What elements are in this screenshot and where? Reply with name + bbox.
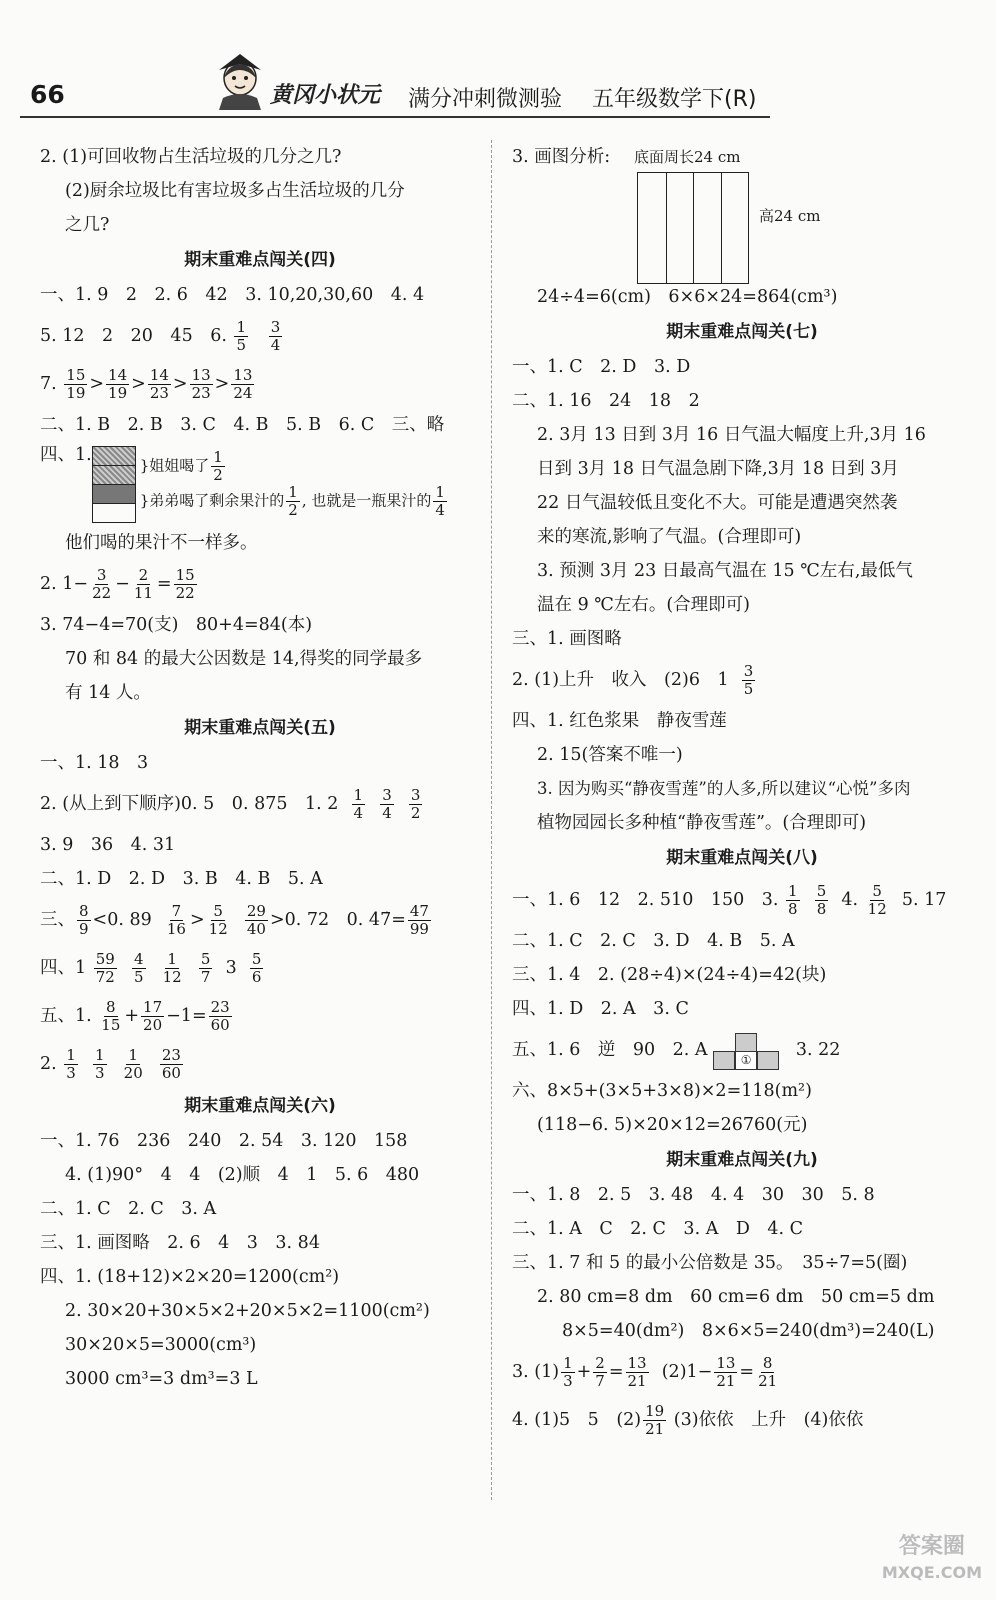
page-number: 66 (30, 80, 65, 109)
juice-figure: 四、1. }姐姐喝了 $\frac{1}{2}$ }弟弟喝了剩余果汁的 $\frac{1}{2}$ , 也就是一瓶果汁的 $\frac{1}{4}$ (40, 442, 480, 526)
s6-line2: 4. (1)90° 4 4 (2)顺 4 1 5. 6 480 (65, 1165, 420, 1185)
unfolded-prism-diagram (637, 172, 749, 284)
s7-line3: 2. 3月 13 日到 3月 16 日气温大幅度上升,3月 16 (537, 425, 926, 445)
s4-line9: 有 14 人。 (65, 683, 151, 703)
s6-line4: 三、1. 画图略 2. 6 4 3 3. 84 (40, 1233, 320, 1253)
s7-line11: 四、1. 红色浆果 静夜雪莲 (512, 711, 727, 731)
section-title-4: 期末重难点闯关(四) (184, 250, 336, 270)
s9-line4: 2. 80 cm=8 dm 60 cm=6 dm 50 cm=5 dm (537, 1287, 935, 1307)
section-title-9: 期末重难点闯关(九) (666, 1150, 818, 1170)
book-title: 五年级数学下(R) (592, 87, 757, 112)
s4-line8: 70 和 84 的最大公因数是 14,得奖的同学最多 (65, 649, 423, 669)
s6-line1: 一、1. 76 236 240 2. 54 3. 120 158 (40, 1131, 408, 1151)
mascot-logo-icon (205, 40, 275, 112)
q2-part1: 2. (1)可回收物占生活垃圾的几分之几? (40, 147, 342, 167)
s7-line2: 二、1. 16 24 18 2 (512, 391, 700, 411)
s6-line7: 30×20×5=3000(cm³) (65, 1335, 257, 1355)
s9-line6: 3. (1) $\frac{1}{3}$ + $\frac{2}{7}$ = $\frac{13}{21}$ (2)1− $\frac{13}{21}$ = $\frac{8}{21}$ (512, 1354, 778, 1390)
s8-line5: 五、1. 6 逆 90 2. A ① 3. 22 (512, 1026, 972, 1074)
cube-net-diagram: ① (713, 1033, 779, 1069)
q3-calc: 24÷4=6(cm) 6×6×24=864(cm³) (537, 287, 838, 307)
s4-line6: 2. 1− $\frac{3}{22}$ − $\frac{2}{11}$ = $\frac{15}{22}$ (40, 566, 195, 602)
s7-line13: 3. 因为购买“静夜雪莲”的人多,所以建议“心悦”多肉 (537, 779, 911, 798)
fraction: $\frac{3}{4}$ (270, 318, 281, 354)
column-divider (491, 140, 492, 1500)
s7-line10: 2. (1)上升 收入 (2)6 1 $\frac{3}{5}$ (512, 662, 754, 698)
s8-line2: 二、1. C 2. C 3. D 4. B 5. A (512, 931, 795, 951)
s5-line3: 3. 9 36 4. 31 (40, 835, 176, 855)
fraction: $\frac{1}{5}$ (236, 318, 247, 354)
s8-line4: 四、1. D 2. A 3. C (512, 999, 689, 1019)
s6-line6: 2. 30×20+30×5×2+20×5×2=1100(cm²) (65, 1301, 430, 1321)
height-label: 高24 cm (759, 207, 821, 225)
header-rule (20, 116, 770, 118)
s9-line2: 二、1. A C 2. C 3. A D 4. C (512, 1219, 804, 1239)
s5-line8: 2. $\frac{1}{3}$ $\frac{1}{3}$ $\frac{1}{20}$ $\frac{23}{60}$ (40, 1046, 181, 1082)
section-title-5: 期末重难点闯关(五) (184, 718, 336, 738)
s8-line6: 六、8×5+(3×5+3×8)×2=118(m²) (512, 1081, 812, 1101)
s7-line5: 22 日气温较低且变化不大。可能是遭遇突然袭 (537, 493, 898, 513)
left-column (40, 140, 480, 1396)
right-column (512, 140, 972, 1444)
s7-line14: 植物园园长多种植“静夜雪莲”。(合理即可) (537, 813, 867, 833)
juice-bottle-diagram (92, 446, 136, 523)
s7-line6: 来的寒流,影响了气温。(合理即可) (537, 527, 802, 547)
s9-line1: 一、1. 8 2. 5 3. 48 4. 4 30 30 5. 8 (512, 1185, 875, 1205)
s9-line7: 4. (1)5 5 (2) $\frac{19}{21}$ (3)依依 上升 (4)依依 (512, 1402, 864, 1438)
s6-line3: 二、1. C 2. C 3. A (40, 1199, 217, 1219)
s5-line1: 一、1. 18 3 (40, 753, 149, 773)
s7-line9: 三、1. 画图略 (512, 629, 622, 649)
section-title-8: 期末重难点闯关(八) (666, 848, 818, 868)
s7-line7: 3. 预测 3月 23 日最高气温在 15 ℃左右,最低气 (537, 561, 913, 581)
q2-part2b: 之几? (65, 215, 110, 235)
prism-figure: 3. 画图分析: 底面周长24 cm 高24 cm (512, 140, 972, 280)
page-header (0, 0, 996, 118)
s8-line1: 一、1. 6 12 2. 510 150 3. $\frac{1}{8}$ $\frac{5}{8}$ 4. $\frac{5}{12}$ 5. 17 (512, 882, 947, 918)
s9-line3: 三、1. 7 和 5 的最小公倍数是 35。 35÷7=5(圈) (512, 1253, 908, 1273)
fraction: $\frac{13}{23}$ (191, 366, 211, 402)
fraction: $\frac{13}{24}$ (233, 366, 253, 402)
s9-line5: 8×5=40(dm²) 8×6×5=240(dm³)=240(L) (562, 1321, 935, 1341)
brother-label: }弟弟喝了剩余果汁的 $\frac{1}{2}$ , 也就是一瓶果汁的 $\frac{1}{4}$ (139, 483, 445, 519)
s4-line5: 他们喝的果汁不一样多。 (65, 533, 258, 553)
fraction: $\frac{14}{23}$ (149, 366, 169, 402)
section-title-6: 期末重难点闯关(六) (184, 1096, 336, 1116)
s6-line8: 3000 cm³=3 dm³=3 L (65, 1369, 258, 1389)
s8-line3: 三、1. 4 2. (28÷4)×(24÷4)=42(块) (512, 965, 827, 985)
s7-line4: 日到 3月 18 日气温急剧下降,3月 18 日到 3月 (537, 459, 899, 479)
s7-line8: 温在 9 ℃左右。(合理即可) (537, 595, 750, 615)
s4-line2: 5. 12 2 20 45 6. $\frac{1}{5}$ $\frac{3}{4}$ (40, 318, 281, 354)
s4-line1: 一、1. 9 2 2. 6 42 3. 10,20,30,60 4. 4 (40, 285, 425, 305)
series-title: 满分冲刺微测验 (408, 87, 563, 112)
s7-line1: 一、1. C 2. D 3. D (512, 357, 691, 377)
s5-line5: 三、 $\frac{8}{9}$ <0. 89 $\frac{7}{16}$ > $\frac{5}{12}$ $\frac{29}{40}$ >0. 72 0. 4̇7̇= $\frac{47}{99}$ (40, 902, 429, 938)
sister-label: }姐姐喝了 $\frac{1}{2}$ (139, 448, 223, 484)
s5-line2: 2. (从上到下顺序)0. 5 0. 875 1. 2 $\frac{1}{4}$ $\frac{3}{4}$ $\frac{3}{2}$ (40, 786, 421, 822)
watermark-stamp: 答案圈 MXQE.COM (881, 1534, 982, 1582)
s6-line5: 四、1. (18+12)×2×20=1200(cm²) (40, 1267, 340, 1287)
s5-line7: 五、1. $\frac{8}{15}$ + $\frac{17}{20}$ −1= $\frac{23}{60}$ (40, 998, 230, 1034)
fraction: $\frac{14}{19}$ (108, 366, 128, 402)
s7-line12: 2. 15(答案不唯一) (537, 745, 683, 765)
fraction: $\frac{15}{19}$ (66, 366, 86, 402)
s5-line6: 四、1 $\frac{59}{72}$ $\frac{4}{5}$ $\frac{1}{12}$ $\frac{5}{7}$ 3 $\frac{5}{6}$ (40, 950, 262, 986)
s4-line4: 二、1. B 2. B 3. C 4. B 5. B 6. C 三、略 (40, 415, 445, 435)
s5-line4: 二、1. D 2. D 3. B 4. B 5. A (40, 869, 323, 889)
base-perimeter-label: 底面周长24 cm (634, 148, 741, 166)
section-title-7: 期末重难点闯关(七) (666, 322, 818, 342)
s4-line7: 3. 74−4=70(支) 80+4=84(本) (40, 615, 313, 635)
q2-part2a: (2)厨余垃圾比有害垃圾多占生活垃圾的几分 (65, 181, 405, 201)
brand-name: 黄冈小状元 (270, 82, 381, 108)
s4-line3: 7. $\frac{15}{19}$ > $\frac{14}{19}$ > $\frac{14}{23}$ > $\frac{13}{23}$ > $\frac{13}{24}$ (40, 366, 253, 402)
s8-line7: (118−6. 5)×20×12=26760(元) (537, 1115, 808, 1135)
